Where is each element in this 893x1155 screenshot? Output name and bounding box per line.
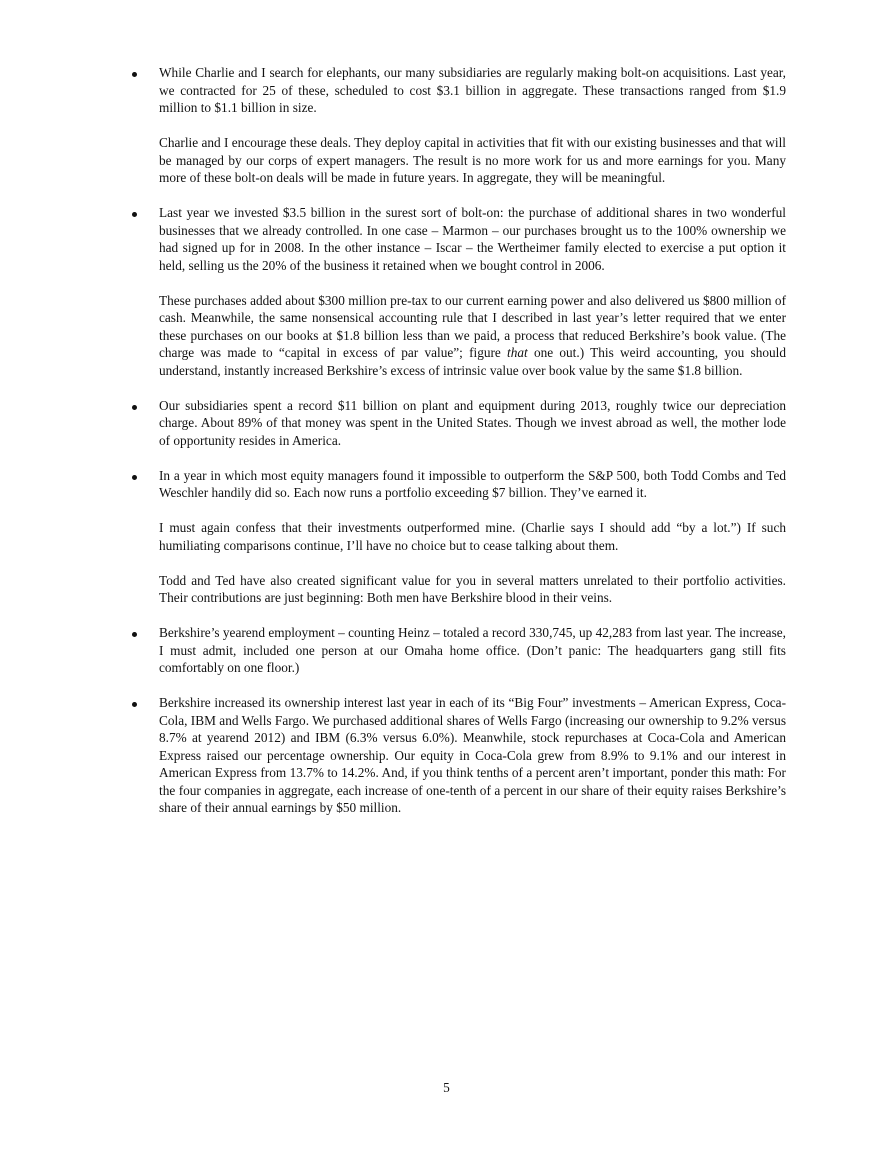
bullet-item-subsidiary-acquisitions (129, 64, 786, 187)
bullet-item-todd-ted (129, 467, 786, 607)
bullet-icon (132, 702, 137, 707)
paragraph: Charlie and I encourage these deals. They deploy capital in activities that fit with our existing businesses and that will be managed by our corps of expert managers. The result is no more work for us and more earnings for you. Many more of these bolt-on deals will be made in future years. In aggregate, they will be meaningful. (159, 135, 786, 185)
paragraph: In a year in which most equity managers found it impossible to outperform the S&P 500, both Todd Combs and Ted Weschler handily did so. Each now runs a portfolio exceeding $7 billion. They’ve earned it. (159, 467, 786, 500)
paragraph-text-before-italic: These purchases added about $300 million pre-tax to our current earning power and also delivered us $800 million of cash. Meanwhile, the same nonsensical accounting rule that I described in last year’s letter required that we enter these purchases on our books at $1.8 billion less than we paid, a process that reduced Berkshire’s book value. (The charge was made to “capital in excess of par value”; figure (159, 292, 786, 360)
bullet-item-big-four (129, 694, 786, 817)
paragraph: Berkshire’s yearend employment – counting Heinz – totaled a record 330,745, up 42,283 from last year. The increase, I must admit, included one person at our Omaha home office. (Don’t panic: The headquarters gang still fits comfortably on one floor.) (159, 625, 786, 675)
page-number: 5 (443, 1080, 450, 1095)
bullet-icon (132, 212, 137, 217)
paragraph: Our subsidiaries spent a record $11 billion on plant and equipment during 2013, roughly twice our depreciation charge. About 89% of that money was spent in the United States. Though we invest abroad as well, the mother lode of opportunity resides in America. (159, 397, 786, 448)
paragraph: Todd and Ted have also created significant value for you in several matters unrelated to their portfolio activities. Their contributions are just beginning: Both men have Berkshire blood in their veins. (159, 572, 786, 605)
paragraph: I must again confess that their investments outperformed mine. (Charlie says I should add “by a lot.”) If such humiliating comparisons continue, I’ll have no choice but to cease talking about them. (159, 520, 786, 553)
bullet-list (129, 64, 786, 834)
paragraph: While Charlie and I search for elephants, our many subsidiaries are regularly making bolt-on acquisitions. Last year, we contracted for 25 of these, scheduled to cost $3.1 billion in aggregate. These transactions ranged from $1.9 million to $1.1 billion in size. (159, 65, 786, 115)
bullet-icon (132, 72, 137, 77)
bullet-item-employment (129, 624, 786, 677)
paragraph: Berkshire increased its ownership interest last year in each of its “Big Four” investments – American Express, Coca-Cola, IBM and Wells Fargo. We purchased additional shares of Wells Fargo (increasing our ownership to 9.2% versus 8.7% at yearend 2012) and IBM (6.3% versus 6.0%). Meanwhile, stock repurchases at Coca-Cola and American Express raised our percentage ownership. Our equity in Coca-Cola grew from 8.9% to 9.1% and our interest in American Express from 13.7% to 14.2%. And, if you think tenths of a percent aren’t important, ponder this math: For the four companies in aggregate, each increase of one-tenth of a percent in our share of their equity raises Berkshire’s share of their annual earnings by $50 million. (159, 695, 786, 815)
paragraph: Last year we invested $3.5 billion in the surest sort of bolt-on: the purchase of additional shares in two wonderful businesses that we already controlled. In one case – Marmon – our purchases brought us to the 100% ownership we had signed up for in 2008. In the other instance – Iscar – the Wertheimer family elected to exercise a put option it held, selling us the 20% of the business it retained when we bought control in 2006. (159, 205, 786, 273)
bullet-icon (132, 405, 137, 410)
paragraph-with-italic (159, 292, 786, 380)
paragraph-text-after-italic: one out.) This weird accounting, you should understand, instantly increased Berkshire’s excess of intrinsic value over book value by the same $1.8 billion. (159, 345, 786, 378)
bullet-icon (132, 632, 137, 637)
bullet-item-marmon-iscar (129, 204, 786, 379)
bullet-item-capex (129, 397, 786, 450)
italic-word: that (507, 345, 528, 360)
bullet-icon (132, 475, 137, 480)
